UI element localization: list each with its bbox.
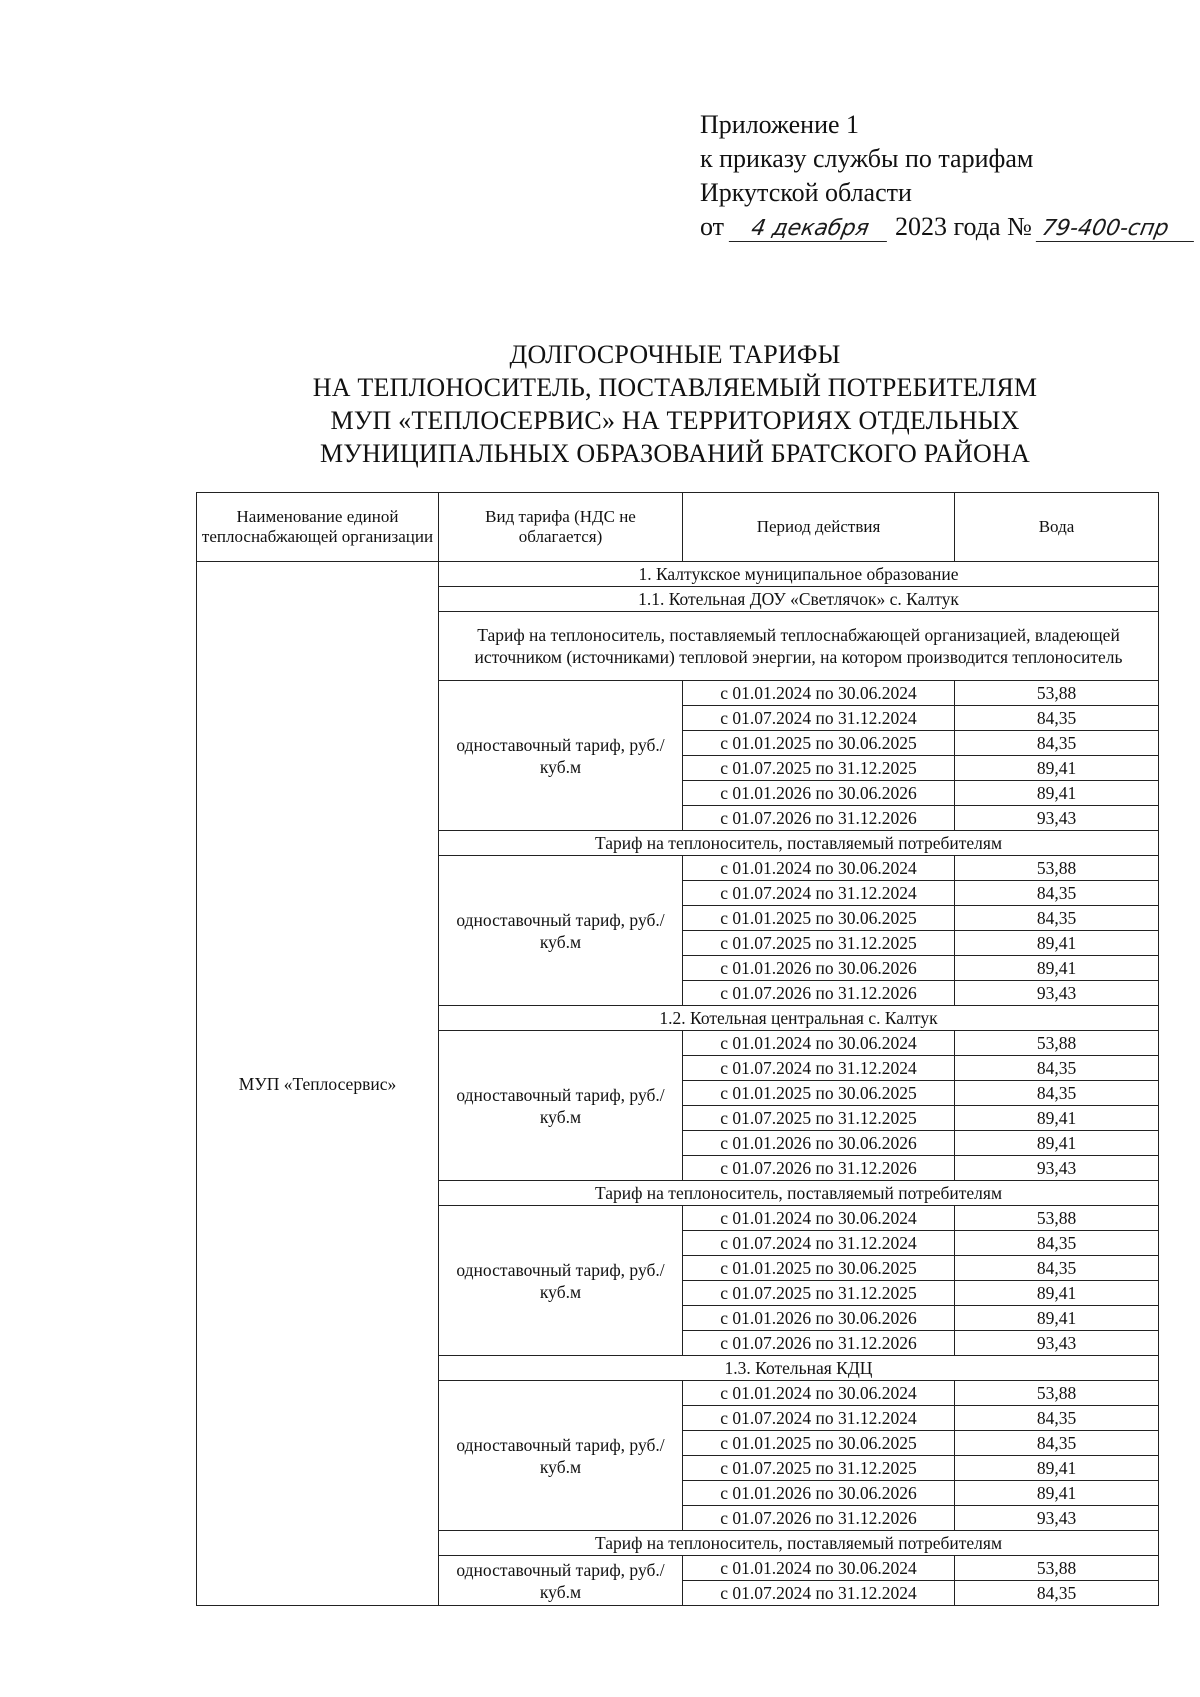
period-cell: с 01.01.2024 по 30.06.2024 — [683, 1031, 955, 1056]
water-value-cell: 84,35 — [955, 1406, 1159, 1431]
water-value-cell: 84,35 — [955, 1056, 1159, 1081]
water-value-cell: 89,41 — [955, 1306, 1159, 1331]
period-cell: с 01.01.2026 по 30.06.2026 — [683, 1306, 955, 1331]
period-cell: с 01.07.2026 по 31.12.2026 — [683, 806, 955, 831]
header-period: Период действия — [683, 493, 955, 562]
water-value-cell: 53,88 — [955, 1031, 1159, 1056]
year-label: 2023 года № — [895, 212, 1032, 241]
period-cell: с 01.01.2026 по 30.06.2026 — [683, 1481, 955, 1506]
tariff-note-supplier: Тариф на теплоноситель, поставляемый теплоснабжающей организацией, владеющей источником (источниками) тепловой энергии, на котором производится теплоноситель — [439, 612, 1159, 681]
title-line-2: НА ТЕПЛОНОСИТЕЛЬ, ПОСТАВЛЯЕМЫЙ ПОТРЕБИТЕЛЯМ — [312, 373, 1038, 402]
water-value-cell: 84,35 — [955, 706, 1159, 731]
handwritten-order-number: 79-400-спр — [1036, 217, 1198, 242]
period-cell: с 01.01.2024 по 30.06.2024 — [683, 856, 955, 881]
table-header-row — [197, 493, 1159, 562]
water-value-cell: 84,35 — [955, 1431, 1159, 1456]
water-value-cell: 53,88 — [955, 1381, 1159, 1406]
water-value-cell: 89,41 — [955, 1131, 1159, 1156]
tariff-note-consumers: Тариф на теплоноситель, поставляемый потребителям — [439, 831, 1159, 856]
appendix-number: Приложение 1 — [700, 110, 860, 139]
period-cell: с 01.07.2024 по 31.12.2024 — [683, 1406, 955, 1431]
water-value-cell: 93,43 — [955, 1156, 1159, 1181]
period-cell: с 01.07.2026 по 31.12.2026 — [683, 981, 955, 1006]
appendix-header — [700, 108, 1170, 244]
water-value-cell: 84,35 — [955, 1081, 1159, 1106]
from-label: от — [700, 212, 725, 241]
water-value-cell: 89,41 — [955, 1281, 1159, 1306]
header-kind: Вид тарифа (НДС не облагается) — [439, 493, 683, 562]
org-name-cell: МУП «Теплосервис» — [197, 562, 439, 1606]
period-cell: с 01.07.2025 по 31.12.2025 — [683, 1456, 955, 1481]
header-water: Вода — [955, 493, 1159, 562]
tariff-kind-cell: одноставочный тариф, руб./куб.м — [439, 1556, 683, 1606]
water-value-cell: 89,41 — [955, 956, 1159, 981]
period-cell: с 01.01.2026 по 30.06.2026 — [683, 781, 955, 806]
tariff-kind-cell: одноставочный тариф, руб./куб.м — [439, 1206, 683, 1356]
period-cell: с 01.01.2024 по 30.06.2024 — [683, 681, 955, 706]
subsection-heading: 1.3. Котельная КДЦ — [439, 1356, 1159, 1381]
water-value-cell: 84,35 — [955, 1256, 1159, 1281]
tariff-note-consumers: Тариф на теплоноситель, поставляемый потребителям — [439, 1531, 1159, 1556]
subsection-heading: 1.2. Котельная центральная с. Калтук — [439, 1006, 1159, 1031]
appendix-region: Иркутской области — [700, 178, 912, 207]
period-cell: с 01.07.2026 по 31.12.2026 — [683, 1331, 955, 1356]
water-value-cell: 53,88 — [955, 856, 1159, 881]
title-line-4: МУНИЦИПАЛЬНЫХ ОБРАЗОВАНИЙ БРАТСКОГО РАЙОНА — [320, 439, 1030, 468]
header-org: Наименование единой теплоснабжающей организации — [197, 493, 439, 562]
period-cell: с 01.01.2026 по 30.06.2026 — [683, 956, 955, 981]
section-heading: 1. Калтукское муниципальное образование — [439, 562, 1159, 587]
period-cell: с 01.01.2026 по 30.06.2026 — [683, 1131, 955, 1156]
period-cell: с 01.01.2024 по 30.06.2024 — [683, 1556, 955, 1581]
water-value-cell: 89,41 — [955, 781, 1159, 806]
water-value-cell: 84,35 — [955, 731, 1159, 756]
water-value-cell: 89,41 — [955, 931, 1159, 956]
period-cell: с 01.07.2026 по 31.12.2026 — [683, 1156, 955, 1181]
water-value-cell: 93,43 — [955, 1331, 1159, 1356]
period-cell: с 01.01.2024 по 30.06.2024 — [683, 1206, 955, 1231]
period-cell: с 01.07.2025 по 31.12.2025 — [683, 1106, 955, 1131]
appendix-date-line — [700, 210, 1170, 244]
period-cell: с 01.01.2025 по 30.06.2025 — [683, 1431, 955, 1456]
table-row — [197, 562, 1159, 587]
water-value-cell: 84,35 — [955, 1581, 1159, 1606]
period-cell: с 01.07.2025 по 31.12.2025 — [683, 1281, 955, 1306]
water-value-cell: 89,41 — [955, 756, 1159, 781]
period-cell: с 01.07.2024 по 31.12.2024 — [683, 881, 955, 906]
water-value-cell: 89,41 — [955, 1106, 1159, 1131]
appendix-order-ref: к приказу службы по тарифам — [700, 144, 1034, 173]
tariff-note-consumers: Тариф на теплоноситель, поставляемый потребителям — [439, 1181, 1159, 1206]
handwritten-date: 4 декабря — [728, 217, 890, 242]
water-value-cell: 89,41 — [955, 1456, 1159, 1481]
period-cell: с 01.01.2025 по 30.06.2025 — [683, 906, 955, 931]
water-value-cell: 93,43 — [955, 1506, 1159, 1531]
water-value-cell: 84,35 — [955, 881, 1159, 906]
period-cell: с 01.07.2024 по 31.12.2024 — [683, 1581, 955, 1606]
title-line-3: МУП «ТЕПЛОСЕРВИС» НА ТЕРРИТОРИЯХ ОТДЕЛЬНЫХ — [330, 406, 1020, 435]
tariff-kind-cell: одноставочный тариф, руб./куб.м — [439, 856, 683, 1006]
period-cell: с 01.01.2025 по 30.06.2025 — [683, 731, 955, 756]
tariff-kind-cell: одноставочный тариф, руб./куб.м — [439, 681, 683, 831]
tariff-kind-cell: одноставочный тариф, руб./куб.м — [439, 1381, 683, 1531]
water-value-cell: 53,88 — [955, 1556, 1159, 1581]
water-value-cell: 93,43 — [955, 981, 1159, 1006]
subsection-heading: 1.1. Котельная ДОУ «Светлячок» с. Калтук — [439, 587, 1159, 612]
document-title — [240, 338, 1110, 470]
period-cell: с 01.07.2026 по 31.12.2026 — [683, 1506, 955, 1531]
water-value-cell: 53,88 — [955, 681, 1159, 706]
water-value-cell: 84,35 — [955, 1231, 1159, 1256]
period-cell: с 01.01.2024 по 30.06.2024 — [683, 1381, 955, 1406]
water-value-cell: 89,41 — [955, 1481, 1159, 1506]
period-cell: с 01.07.2024 по 31.12.2024 — [683, 1231, 955, 1256]
period-cell: с 01.07.2025 по 31.12.2025 — [683, 931, 955, 956]
title-line-1: ДОЛГОСРОЧНЫЕ ТАРИФЫ — [509, 340, 841, 369]
tariff-table — [196, 492, 1159, 1606]
period-cell: с 01.07.2025 по 31.12.2025 — [683, 756, 955, 781]
water-value-cell: 93,43 — [955, 806, 1159, 831]
period-cell: с 01.07.2024 по 31.12.2024 — [683, 1056, 955, 1081]
tariff-kind-cell: одноставочный тариф, руб./куб.м — [439, 1031, 683, 1181]
water-value-cell: 84,35 — [955, 906, 1159, 931]
period-cell: с 01.07.2024 по 31.12.2024 — [683, 706, 955, 731]
water-value-cell: 53,88 — [955, 1206, 1159, 1231]
period-cell: с 01.01.2025 по 30.06.2025 — [683, 1256, 955, 1281]
period-cell: с 01.01.2025 по 30.06.2025 — [683, 1081, 955, 1106]
